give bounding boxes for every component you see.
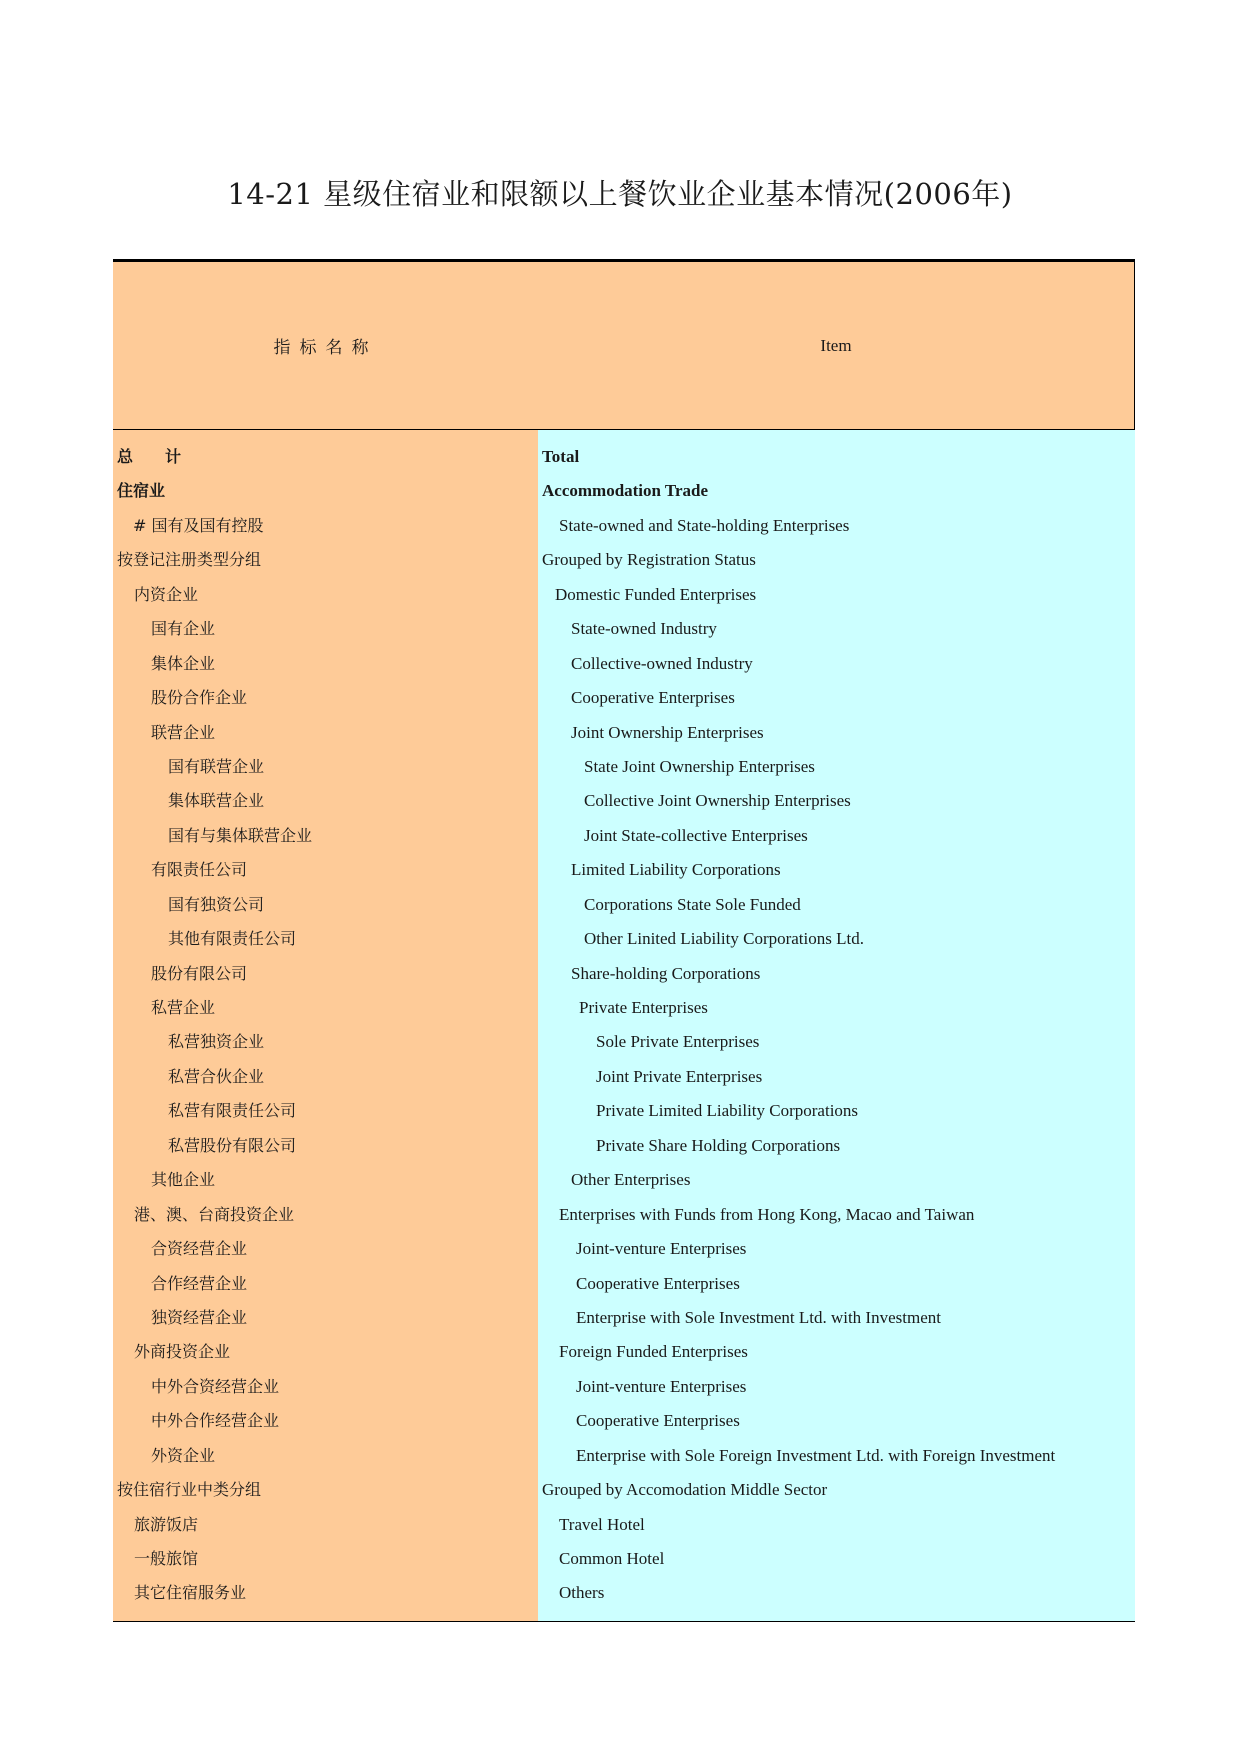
row-label-zh: 住宿业 (117, 481, 166, 501)
row-label-en: Others (559, 1583, 605, 1603)
row-label-zh: 私营合伙企业 (168, 1066, 265, 1086)
row-label-en: Joint Ownership Enterprises (571, 722, 764, 742)
row-label-zh: 国有联营企业 (168, 756, 265, 776)
english-label-column (538, 430, 1135, 1621)
row-label-zh: 私营企业 (151, 998, 216, 1017)
row-label-en: Corporations State Sole Funded (584, 894, 801, 914)
row-label-en: Other Enterprises (571, 1170, 691, 1190)
row-label-zh: 一般旅馆 (134, 1549, 199, 1568)
header-item-en: Item (820, 335, 852, 355)
stats-table (113, 259, 1135, 1622)
row-label-en: Private Enterprises (579, 998, 708, 1017)
table-body (113, 430, 1135, 1621)
row-label-en: Grouped by Registration Status (542, 550, 756, 570)
row-label-en: Enterprises with Funds from Hong Kong, Macao and Taiwan (559, 1204, 975, 1224)
row-label-en: Domestic Funded Enterprises (555, 584, 757, 604)
row-label-zh: 私营独资企业 (168, 1032, 265, 1052)
row-label-zh: 股份合作企业 (151, 688, 248, 708)
row-label-zh: 旅游饭店 (134, 1514, 199, 1534)
row-label-zh: 按住宿行业中类分组 (117, 1480, 262, 1500)
row-label-zh: 国有与集体联营企业 (168, 825, 313, 845)
chinese-label-column (113, 430, 538, 1621)
row-label-en: Joint State-collective Enterprises (584, 825, 808, 845)
row-label-zh: 国有独资公司 (168, 894, 265, 914)
row-label-zh: 有限责任公司 (151, 860, 248, 880)
row-label-en: Grouped by Accomodation Middle Sector (542, 1480, 828, 1500)
row-label-en: State-owned and State-holding Enterprises (559, 515, 850, 535)
row-label-en: Enterprise with Sole Foreign Investment Ltd. with Foreign Investment (576, 1445, 1056, 1465)
row-label-en: Sole Private Enterprises (596, 1032, 760, 1052)
row-label-en: Collective-owned Industry (571, 653, 753, 673)
row-label-zh: 其他有限责任公司 (168, 929, 297, 949)
row-label-en: Accommodation Trade (542, 481, 709, 501)
row-label-en: Other Linited Liability Corporations Ltd. (584, 929, 864, 949)
row-label-en: State Joint Ownership Enterprises (584, 756, 815, 776)
row-label-en: Private Share Holding Corporations (596, 1135, 841, 1155)
row-label-zh: 外资企业 (151, 1445, 216, 1465)
row-label-zh: 国有企业 (151, 619, 216, 639)
row-label-zh: 私营股份有限公司 (168, 1135, 297, 1155)
row-label-en: Common Hotel (559, 1549, 665, 1568)
row-label-zh: 股份有限公司 (151, 963, 248, 983)
row-label-zh: 集体企业 (151, 653, 216, 673)
row-label-en: Cooperative Enterprises (571, 688, 735, 708)
row-label-en: Limited Liability Corporations (571, 860, 781, 880)
row-label-en: Foreign Funded Enterprises (559, 1342, 748, 1362)
row-label-zh: 合资经营企业 (151, 1239, 248, 1259)
row-label-zh: 其他企业 (151, 1170, 216, 1190)
row-label-zh: 总 计 (117, 447, 182, 466)
header-item-name-zh: 指标名称 (273, 338, 378, 358)
table-bottom-rule (113, 1621, 1135, 1622)
row-label-zh: 外商投资企业 (134, 1342, 231, 1362)
row-label-zh: 联营企业 (151, 722, 216, 742)
row-label-zh: 按登记注册类型分组 (117, 550, 262, 570)
row-label-en: Joint Private Enterprises (596, 1066, 763, 1086)
row-label-en: Private Limited Liability Corporations (596, 1101, 859, 1121)
row-label-en: Travel Hotel (559, 1514, 645, 1534)
row-label-en: Joint-venture Enterprises (576, 1376, 747, 1396)
table-header (113, 262, 1135, 430)
row-label-en: Collective Joint Ownership Enterprises (584, 791, 851, 811)
row-label-en: State-owned Industry (571, 619, 717, 639)
row-label-en: Joint-venture Enterprises (576, 1239, 747, 1259)
row-label-zh: 其它住宿服务业 (134, 1583, 247, 1603)
row-label-zh: 港、澳、台商投资企业 (134, 1204, 295, 1224)
row-label-en: Cooperative Enterprises (576, 1273, 740, 1293)
row-label-en: Enterprise with Sole Investment Ltd. with Investment (576, 1307, 941, 1327)
row-label-zh: 中外合资经营企业 (151, 1376, 280, 1396)
row-label-en: Total (542, 447, 580, 466)
row-label-en: Cooperative Enterprises (576, 1411, 740, 1431)
row-label-zh: 合作经营企业 (151, 1273, 248, 1293)
row-label-zh: 中外合作经营企业 (151, 1411, 280, 1431)
row-label-zh: 私营有限责任公司 (168, 1101, 297, 1121)
page-title: 14-21 星级住宿业和限额以上餐饮业企业基本情况(2006年) (227, 177, 1013, 211)
row-label-zh: 内资企业 (134, 584, 199, 604)
row-label-en: Share-holding Corporations (571, 963, 761, 983)
row-label-zh: 独资经营企业 (151, 1307, 248, 1327)
row-label-zh: 集体联营企业 (168, 791, 265, 811)
row-label-zh: # 国有及国有控股 (133, 515, 264, 535)
